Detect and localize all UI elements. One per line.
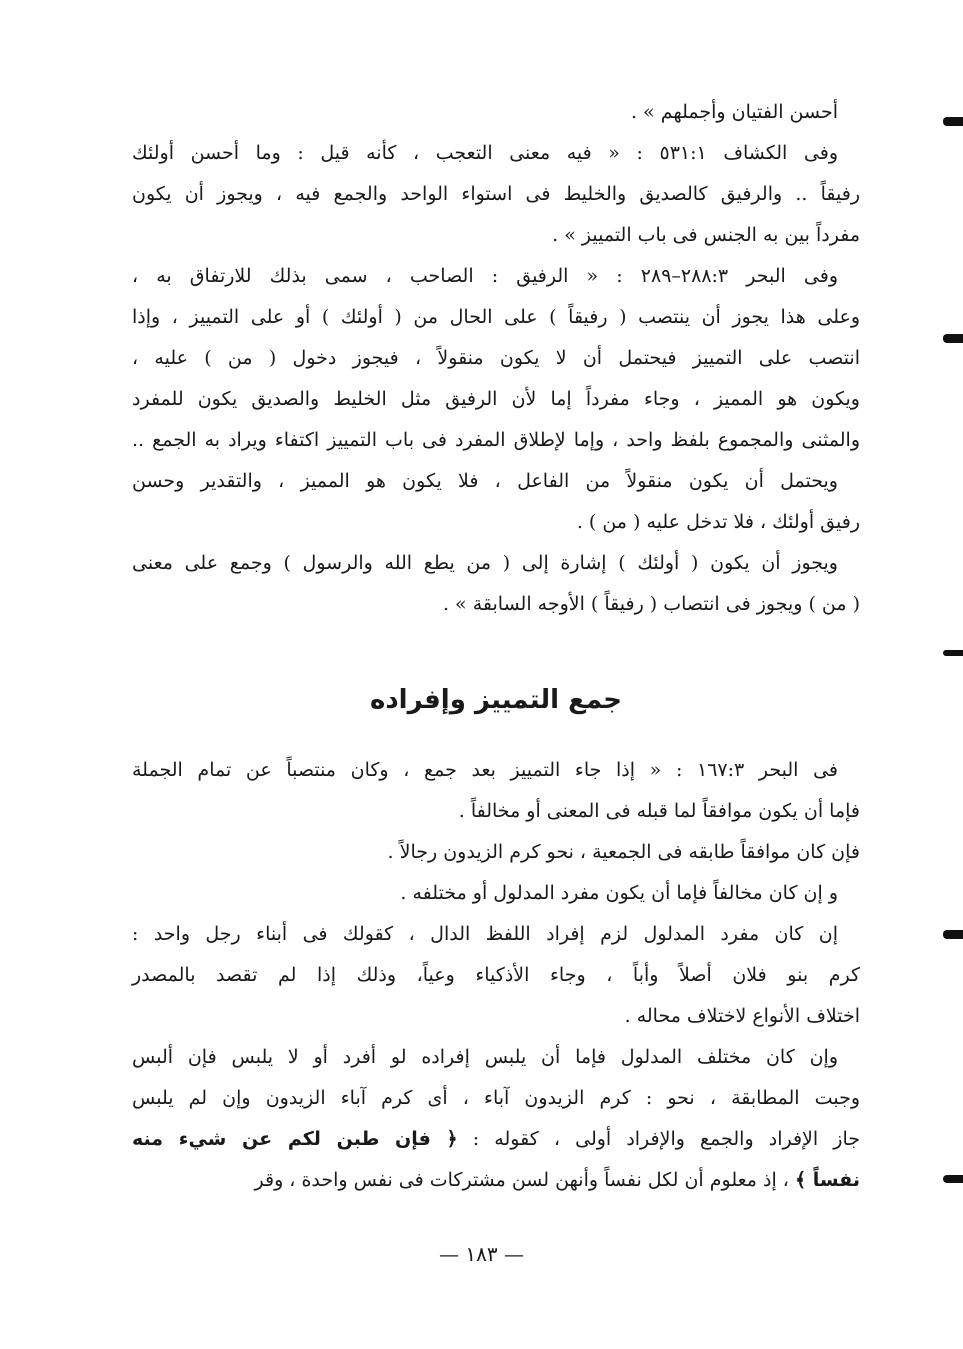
text-line: وفى الكشاف ٥٣١:١ : « فيه معنى التعجب ، كأنه قيل : وما أحسن أولئك [132, 142, 838, 164]
text-line: ويكون هو المميز ، وجاء مفرداً إما لأن الرفيق مثل الخليط والصديق يكون للمفرد [132, 388, 860, 410]
bottom-text-block [132, 750, 860, 1201]
text-line: وعلى هذا يجوز أن ينتصب ( رفيقاً ) على الحال من ( أولئك ) أو على التمييز ، وإذا [132, 306, 860, 328]
text-line: وفى البحر ٢٨٨:٣–٢٨٩ : « الرفيق : الصاحب ، سمى بذلك للارتفاق به ، [132, 265, 838, 287]
text-line: إن كان مفرد المدلول لزم إفراد اللفظ الدال ، كقولك فى أبناء رجل واحد : [132, 923, 838, 945]
text-line: اختلاف الأنواع لاختلاف محاله . [624, 1005, 860, 1027]
scan-edge-mark [943, 334, 963, 343]
text-segment: ، إذ معلوم أن لكل نفساً وأنهن لسن مشتركات فى نفس واحدة ، وقر [254, 1169, 789, 1191]
text-line: انتصب على التمييز فيحتمل أن لا يكون منقولاً ، فيجوز دخول ( من ) عليه ، [132, 347, 860, 369]
scan-edge-mark [943, 117, 963, 126]
text-line: ( من ) ويجوز فى انتصاب ( رفيقاً ) الأوجه السابقة » . [442, 593, 860, 615]
text-line: فإما أن يكون موافقاً لما قبله فى المعنى أو مخالفاً . [458, 800, 860, 822]
text-line: كرم بنو فلان أصلاً وأباً ، وجاء الأذكياء وعياً، وذلك إذا لم تقصد بالمصدر [132, 964, 860, 986]
text-line: فإن كان موافقاً طابقه فى الجمعية ، نحو كرم الزيدون رجالاً . [387, 841, 860, 863]
text-line: وإن كان مختلف المدلول فإما أن يلبس إفراده لو أفرد أو لا يلبس فإن ألبس [132, 1046, 838, 1068]
text-line: وجبت المطابقة ، نحو : كرم الزيدون آباء ، أى كرم آباء الزيدون وإن لم يلبس [132, 1087, 860, 1109]
text-segment: جاز الإفراد والجمع والإفراد أولى ، كقوله : [472, 1128, 860, 1150]
text-line: أحسن الفتيان وأجملهم » . [630, 101, 838, 123]
text-line: ويجوز أن يكون ( أولئك ) إشارة إلى ( من يطع الله والرسول ) وجمع على معنى [132, 552, 838, 574]
scan-edge-mark [943, 1175, 963, 1183]
quran-quote: ﴿ فإن طبن لكم عن شيء منه [132, 1128, 458, 1150]
text-line: ويحتمل أن يكون منقولاً من الفاعل ، فلا يكون هو المميز ، والتقدير وحسن [132, 470, 838, 492]
quran-quote: نفساً ﴾ [794, 1169, 860, 1191]
text-line [132, 1119, 860, 1160]
text-line: رفيقاً .. والرفيق كالصديق والخليط فى استواء الواحد والجمع فيه ، ويجوز أن يكون [132, 183, 860, 205]
section-heading: جمع التمييز وإفراده [369, 685, 623, 715]
scan-edge-mark [943, 650, 963, 656]
text-line [132, 1160, 860, 1201]
text-line: فى البحر ١٦٧:٣ : « إذا جاء التمييز بعد جمع ، وكان منتصباً عن تمام الجملة [132, 759, 838, 781]
text-line: رفيق أولئك ، فلا تدخل عليه ( من ) . [576, 511, 860, 533]
top-text-block [132, 92, 860, 625]
text-line: والمثنى والمجموع بلفظ واحد ، وإما لإطلاق المفرد فى باب التمييز اكتفاء ويراد به الجمع .. [132, 429, 860, 451]
page-number: — ١٨٣ — [439, 1242, 524, 1266]
text-line: و إن كان مخالفاً فإما أن يكون مفرد المدلول أو مختلفه . [400, 882, 838, 904]
text-line: مفرداً بين به الجنس فى باب التمييز » . [552, 224, 860, 246]
scan-edge-mark [943, 930, 963, 939]
